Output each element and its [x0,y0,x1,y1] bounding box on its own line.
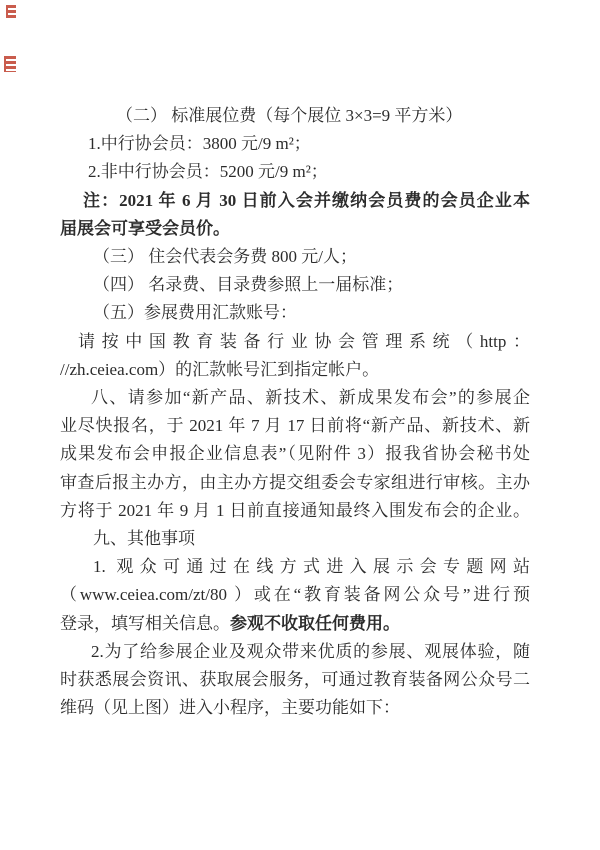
doc-line: （三） 住会代表会务费 800 元/人； [93,247,357,267]
doc-line: 1.中行协会员：3800 元/9 m²； [88,134,311,154]
doc-line: 2.为了给参展企业及观众带来优质的参展、观展体验，随 [91,641,530,661]
doc-line: 业尽快报名，于 2021 年 7 月 17 日前将“新产品、新技术、新 [60,416,530,436]
red-stamp-fragment-top [6,5,16,18]
doc-line: 九、其他事项 [93,529,195,549]
doc-line: 维码（见上图）进入小程序，主要功能如下： [60,698,400,718]
doc-line: 八、请参加“新产品、新技术、新成果发布会”的参展企 [91,388,530,408]
doc-line: 请按中国教育装备行业协会管理系统（http： [78,331,530,351]
doc-line: 注：2021 年 6 月 30 日前入会并缴纳会员费的会员企业本 [83,190,530,210]
doc-line-bold-segment: 参观不收取任何费用。 [230,613,400,633]
doc-line: //zh.ceiea.com）的汇款帐号汇到指定帐户。 [60,359,380,379]
doc-line: （www.ceiea.com/zt/80 ）或在“教育装备网公众号”进行预 [60,585,530,605]
doc-line: 成果发布会申报企业信息表”（见附件 3）报我省协会秘书处 [60,444,530,464]
doc-line [60,610,530,638]
doc-line: 1. 观众可通过在线方式进入展示会专题网站 [93,557,530,577]
doc-line: 审查后报主办方，由主办方提交组委会专家组进行审核。主办 [60,472,530,492]
doc-line: 时获悉展会资讯、获取展会服务，可通过教育装备网公众号二 [60,670,530,690]
red-stamp-fragment-lower [4,56,16,72]
doc-line: （五）参展费用汇款账号： [93,303,297,323]
doc-line: （二） 标准展位费（每个展位 3×3=9 平方米） [116,106,463,125]
doc-line: 届展会可享受会员价。 [60,218,230,238]
document-body [60,102,530,722]
doc-line-normal-segment: 登录，填写相关信息。 [60,613,230,633]
doc-line: 2.非中行协会员：5200 元/9 m²； [88,162,328,182]
doc-line: 方将于 2021 年 9 月 1 日前直接通知最终入围发布会的企业。 [60,500,530,520]
doc-line: （四） 名录费、目录费参照上一届标准； [93,275,404,295]
